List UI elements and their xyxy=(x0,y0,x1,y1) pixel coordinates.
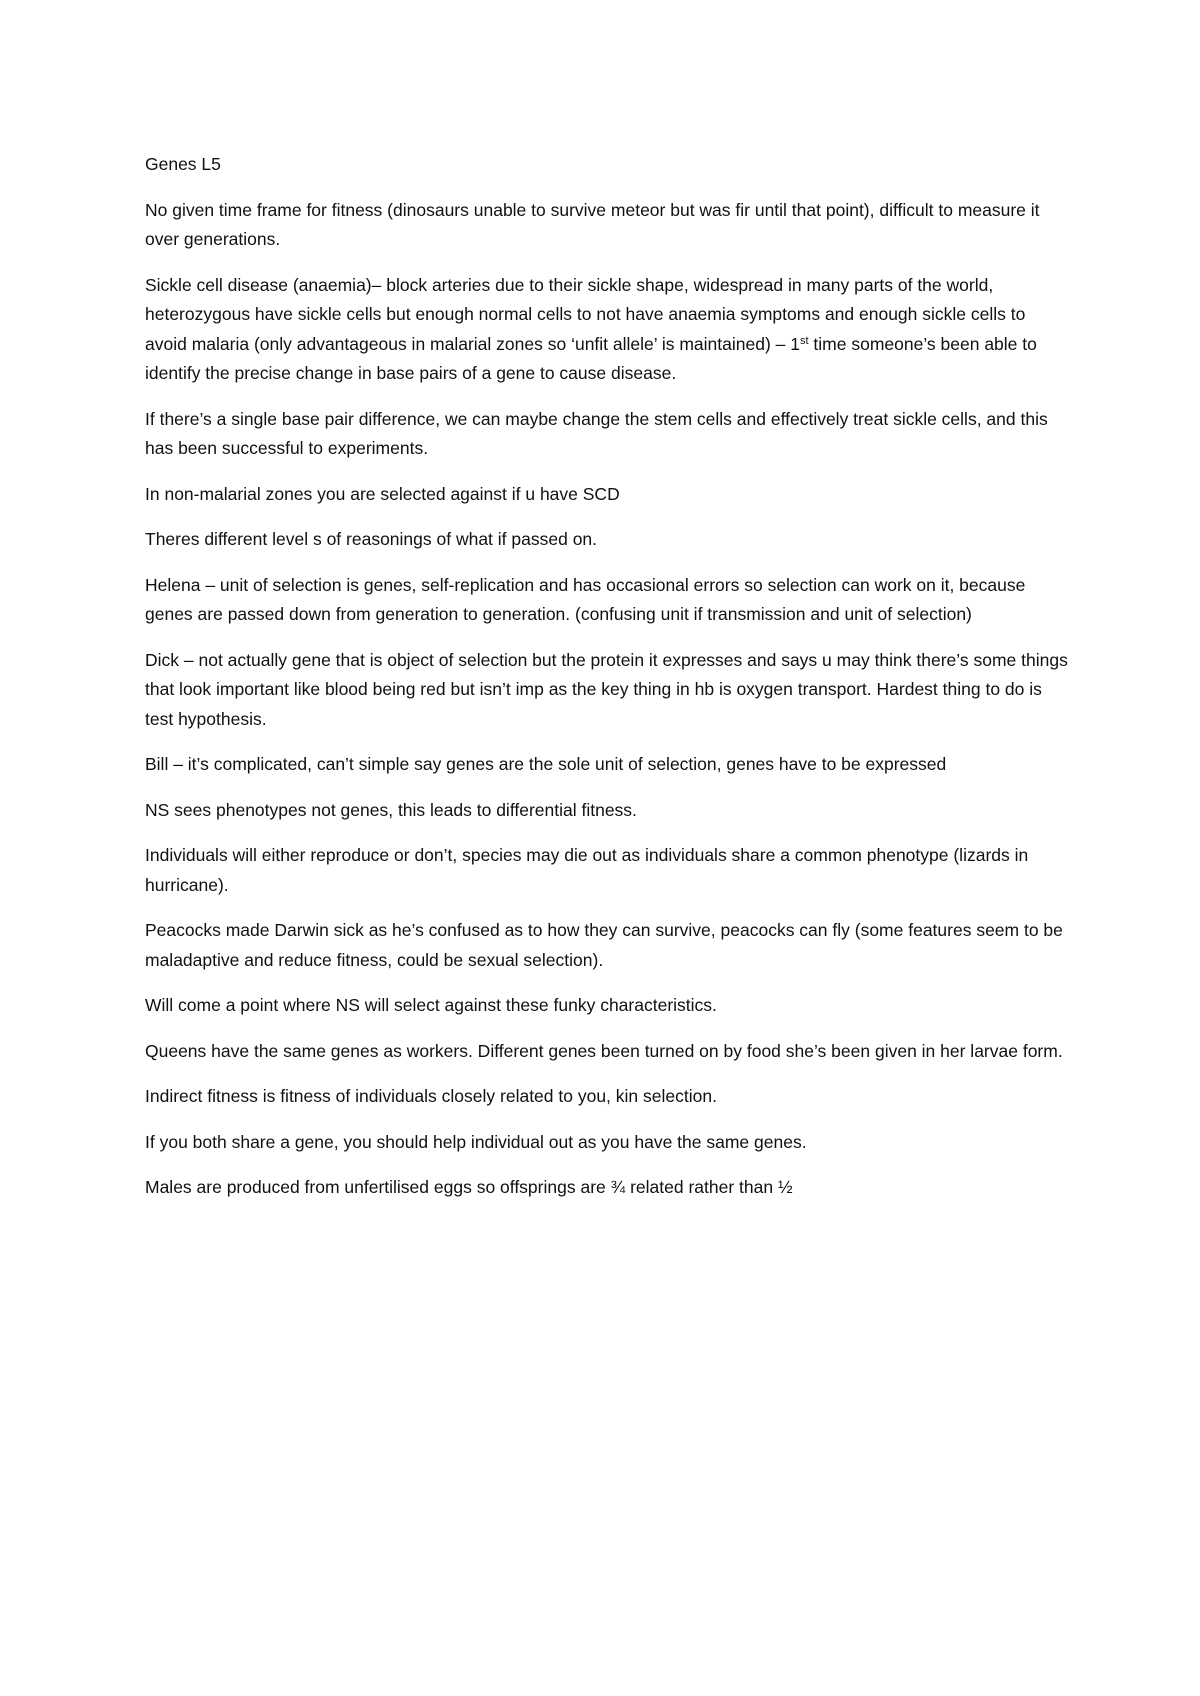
paragraph-non-malarial-zones: In non-malarial zones you are selected against if u have SCD xyxy=(145,483,620,504)
paragraph-sickle-cell-text-after: time someone’s been able to identify the precise change in base pairs of a gene to cause disease. xyxy=(145,333,1037,383)
paragraph-dick: Dick – not actually gene that is object of selection but the protein it expresses and says u may think there’s some things that look important like blood being red but isn’t imp as the key thing in hb is oxygen transport. Hardest thing to do is test hypothesis. xyxy=(145,649,1068,729)
paragraph-peacocks: Peacocks made Darwin sick as he’s confused as to how they can survive, peacocks can fly (some features seem to be maladaptive and reduce fitness, could be sexual selection). xyxy=(145,920,1063,970)
paragraph-sickle-cell-text-before: Sickle cell disease (anaemia)– block arteries due to their sickle shape, widespread in many parts of the world, heterozygous have sickle cells but enough normal cells to not have anaemia symptoms and enough sickle cells to avoid malaria (only advantageous in malarial zones so ‘unfit allele’ is maintained) – 1 xyxy=(145,274,1026,354)
paragraph-helena: Helena – unit of selection is genes, self-replication and has occasional errors so selection can work on it, because genes are passed down from generation to generation. (confusing unit if transmission and unit of selection) xyxy=(145,574,1026,624)
paragraph-ns-phenotypes: NS sees phenotypes not genes, this leads to differential fitness. xyxy=(145,799,637,820)
superscript-st: st xyxy=(800,334,809,347)
paragraph-males-unfertilised-eggs: Males are produced from unfertilised eggs so offsprings are ¾ related rather than ½ xyxy=(145,1177,793,1197)
paragraph-fitness-time-frame: No given time frame for fitness (dinosaurs unable to survive meteor but was fir until that point), difficult to measure it over generations. xyxy=(145,199,1040,249)
paragraph-share-a-gene: If you both share a gene, you should help individual out as you have the same genes. xyxy=(145,1131,807,1152)
paragraph-queens: Queens have the same genes as workers. Different genes been turned on by food she’s been given in her larvae form. xyxy=(145,1040,1063,1061)
paragraph-sickle-cell-disease xyxy=(145,271,1070,389)
document-body xyxy=(145,150,1070,1219)
paragraph-base-pair-difference: If there’s a single base pair difference, we can maybe change the stem cells and effectively treat sickle cells, and this has been successful to experiments. xyxy=(145,408,1048,458)
paragraph-levels-of-reasoning: Theres different level s of reasonings of what if passed on. xyxy=(145,529,598,549)
paragraph-individuals-reproduce: Individuals will either reproduce or don’t, species may die out as individuals share a common phenotype (lizards in hurricane). xyxy=(145,845,1029,895)
paragraph-indirect-fitness: Indirect fitness is fitness of individuals closely related to you, kin selection. xyxy=(145,1086,717,1106)
paragraph-ns-select-against: Will come a point where NS will select against these funky characteristics. xyxy=(145,995,717,1015)
document-title: Genes L5 xyxy=(145,154,221,174)
paragraph-bill: Bill – it’s complicated, can’t simple say genes are the sole unit of selection, genes have to be expressed xyxy=(145,754,947,774)
